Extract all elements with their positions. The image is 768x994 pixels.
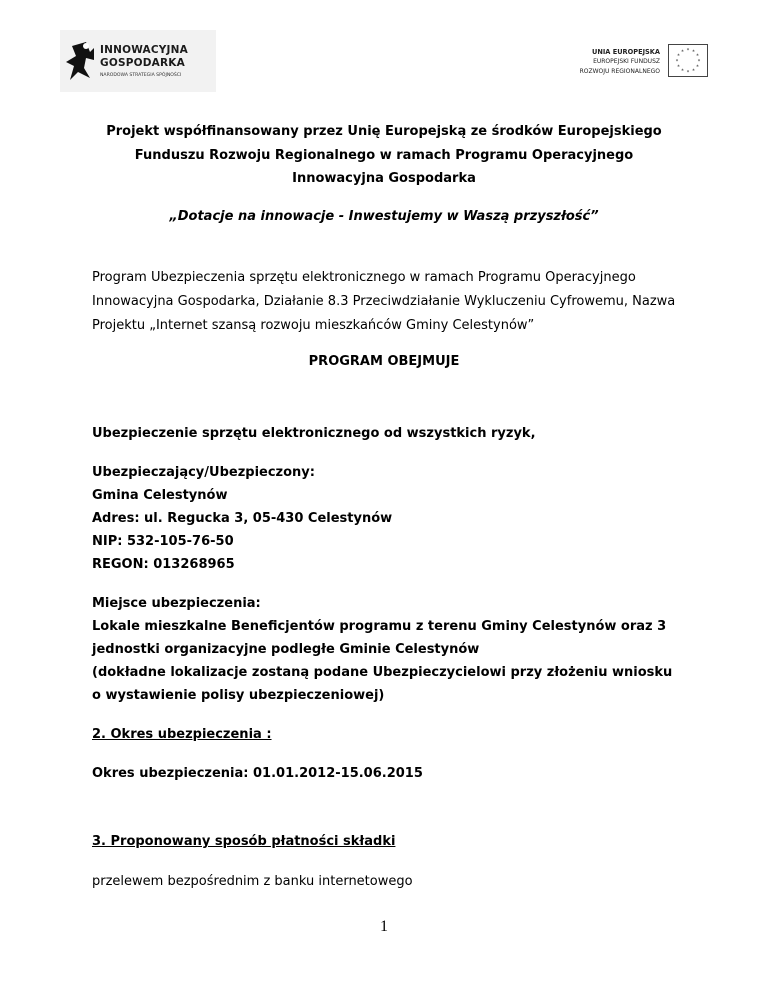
- insured-label: Ubezpieczający/Ubezpieczony:: [92, 465, 315, 480]
- section2-heading: 2. Okres ubezpieczenia :: [92, 727, 272, 742]
- program-text-line1: Program Ubezpieczenia sprzętu elektronicznego w ramach Programu Operacyjnego: [92, 270, 636, 285]
- intro-line2: Funduszu Rozwoju Regionalnego w ramach Programu Operacyjnego: [134, 148, 634, 163]
- program-text-line3: Projektu „Internet szansą rozwoju mieszkańców Gminy Celestynów”: [92, 318, 535, 333]
- svg-text:*: *: [686, 48, 690, 54]
- program-heading: PROGRAM OBEJMUJE: [308, 354, 460, 369]
- location-line3: (dokładne lokalizacje zostaną podane Ubezpieczycielowi przy złożeniu wniosku: [92, 665, 673, 680]
- intro-line3: Innowacyjna Gospodarka: [292, 171, 476, 186]
- svg-text:*: *: [677, 53, 680, 60]
- intro-line1: Projekt współfinansowany przez Unię Europejską ze środków Europejskiego: [106, 124, 662, 139]
- eu-line1: UNIA EUROPEJSKA: [591, 48, 660, 56]
- insured-name: Gmina Celestynów: [92, 488, 228, 503]
- logo-left-line2: GOSPODARKA: [100, 57, 185, 69]
- location-line4: o wystawienie polisy ubezpieczeniowej): [92, 688, 385, 703]
- svg-text:*: *: [675, 59, 679, 65]
- svg-text:*: *: [692, 49, 695, 56]
- location-line2: jednostki organizacyjne podległe Gminie Celestynów: [92, 642, 480, 657]
- svg-text:*: *: [681, 49, 684, 56]
- section3-text: przelewem bezpośrednim z banku internetowego: [92, 874, 413, 889]
- svg-text:*: *: [697, 59, 701, 65]
- logo-left-line1: INNOWACYJNA: [100, 44, 188, 56]
- insured-address: Adres: ul. Regucka 3, 05-430 Celestynów: [92, 511, 393, 526]
- slogan: „Dotacje na innowacje - Inwestujemy w Waszą przyszłość”: [169, 209, 599, 224]
- insured-nip: NIP: 532-105-76-50: [92, 534, 234, 549]
- eu-flag-icon: [668, 44, 708, 77]
- innowacyjna-gospodarka-logo: [60, 30, 216, 92]
- eu-line3: ROZWOJU REGIONALNEGO: [579, 68, 660, 75]
- program-text-line2: Innowacyjna Gospodarka, Działanie 8.3 Przeciwdziałanie Wykluczeniu Cyfrowemu, Nazwa: [92, 294, 676, 309]
- svg-text:*: *: [696, 64, 699, 71]
- svg-text:*: *: [677, 64, 680, 71]
- insurance-scope: Ubezpieczenie sprzętu elektronicznego od wszystkich ryzyk,: [92, 426, 536, 441]
- figure-icon: [64, 38, 98, 84]
- location-line1: Lokale mieszkalne Beneficjentów programu z terenu Gminy Celestynów oraz 3: [92, 619, 667, 634]
- svg-text:*: *: [696, 53, 699, 60]
- svg-text:*: *: [686, 70, 690, 76]
- svg-text:*: *: [681, 68, 684, 75]
- section2-text: Okres ubezpieczenia: 01.01.2012-15.06.2015: [92, 766, 423, 781]
- page-number: 1: [380, 918, 388, 935]
- logo-left-line3: NARODOWA STRATEGIA SPÓJNOŚCI: [100, 73, 182, 78]
- eu-logo-text: [580, 47, 660, 77]
- svg-text:*: *: [692, 68, 695, 75]
- section3-heading: 3. Proponowany sposób płatności składki: [92, 834, 396, 849]
- location-label: Miejsce ubezpieczenia:: [92, 596, 261, 611]
- eu-line2: EUROPEJSKI FUNDUSZ: [593, 58, 660, 65]
- insured-regon: REGON: 013268965: [92, 557, 235, 572]
